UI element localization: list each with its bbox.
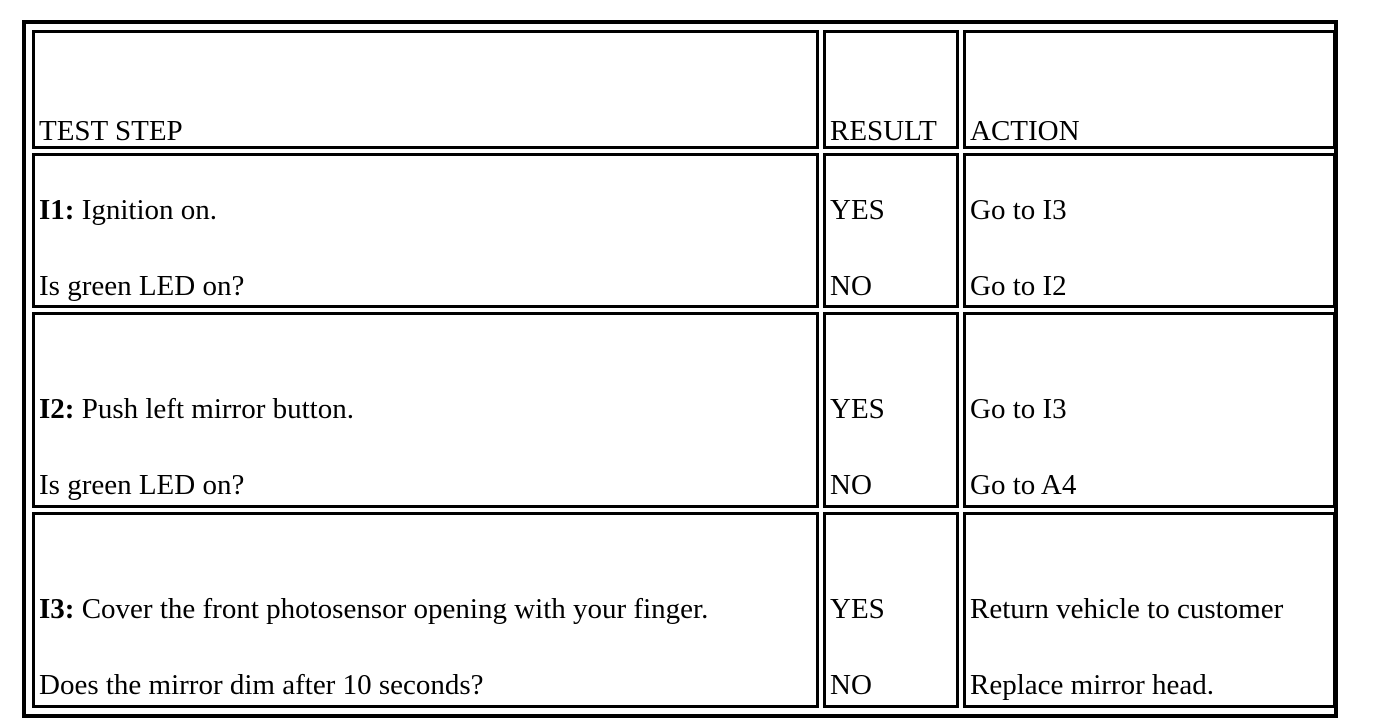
header-test-step-cell <box>32 30 819 149</box>
header-action-cell <box>963 30 1336 149</box>
row-i2-result-cell <box>823 312 959 508</box>
row-i1-test-step-cell <box>32 153 819 308</box>
row-i3-question: Does the mirror dim after 10 seconds? <box>39 669 484 701</box>
row-i3-step <box>39 595 708 624</box>
row-i2-question: Is green LED on? <box>39 469 245 501</box>
row-i3-result-yes: YES <box>830 593 885 625</box>
row-i3-action-no: Replace mirror head. <box>970 669 1214 701</box>
row-i2-action-no: Go to A4 <box>970 469 1077 501</box>
header-result-cell <box>823 30 959 149</box>
row-i2-step-text: Push left mirror button. <box>74 393 354 425</box>
row-i1-step-text: Ignition on. <box>74 194 218 226</box>
row-i3-action-cell <box>963 512 1336 708</box>
row-i3-action-yes: Return vehicle to customer <box>970 593 1284 625</box>
row-i1-step-id: I1: <box>39 194 75 226</box>
row-i3-result-no: NO <box>830 669 872 701</box>
row-i1-result-no: NO <box>830 270 872 302</box>
row-i2-result-no: NO <box>830 469 872 501</box>
header-result: RESULT <box>830 115 937 147</box>
row-i3-test-step-cell <box>32 512 819 708</box>
row-i1-result-cell <box>823 153 959 308</box>
row-i2-action-cell <box>963 312 1336 508</box>
row-i3-step-text: Cover the front photosensor opening with your finger. <box>74 593 709 625</box>
row-i1-action-cell <box>963 153 1336 308</box>
row-i1-step <box>39 196 217 225</box>
row-i2-step <box>39 395 354 424</box>
row-i3-step-id: I3: <box>39 593 75 625</box>
header-test-step: TEST STEP <box>39 115 183 147</box>
diagnostic-table <box>22 20 1338 718</box>
row-i2-result-yes: YES <box>830 393 885 425</box>
header-action: ACTION <box>970 115 1080 147</box>
row-i1-action-no: Go to I2 <box>970 270 1067 302</box>
row-i3-result-cell <box>823 512 959 708</box>
row-i2-step-id: I2: <box>39 393 75 425</box>
row-i1-action-yes: Go to I3 <box>970 194 1067 226</box>
row-i2-action-yes: Go to I3 <box>970 393 1067 425</box>
row-i1-question: Is green LED on? <box>39 270 245 302</box>
row-i2-test-step-cell <box>32 312 819 508</box>
row-i1-result-yes: YES <box>830 194 885 226</box>
